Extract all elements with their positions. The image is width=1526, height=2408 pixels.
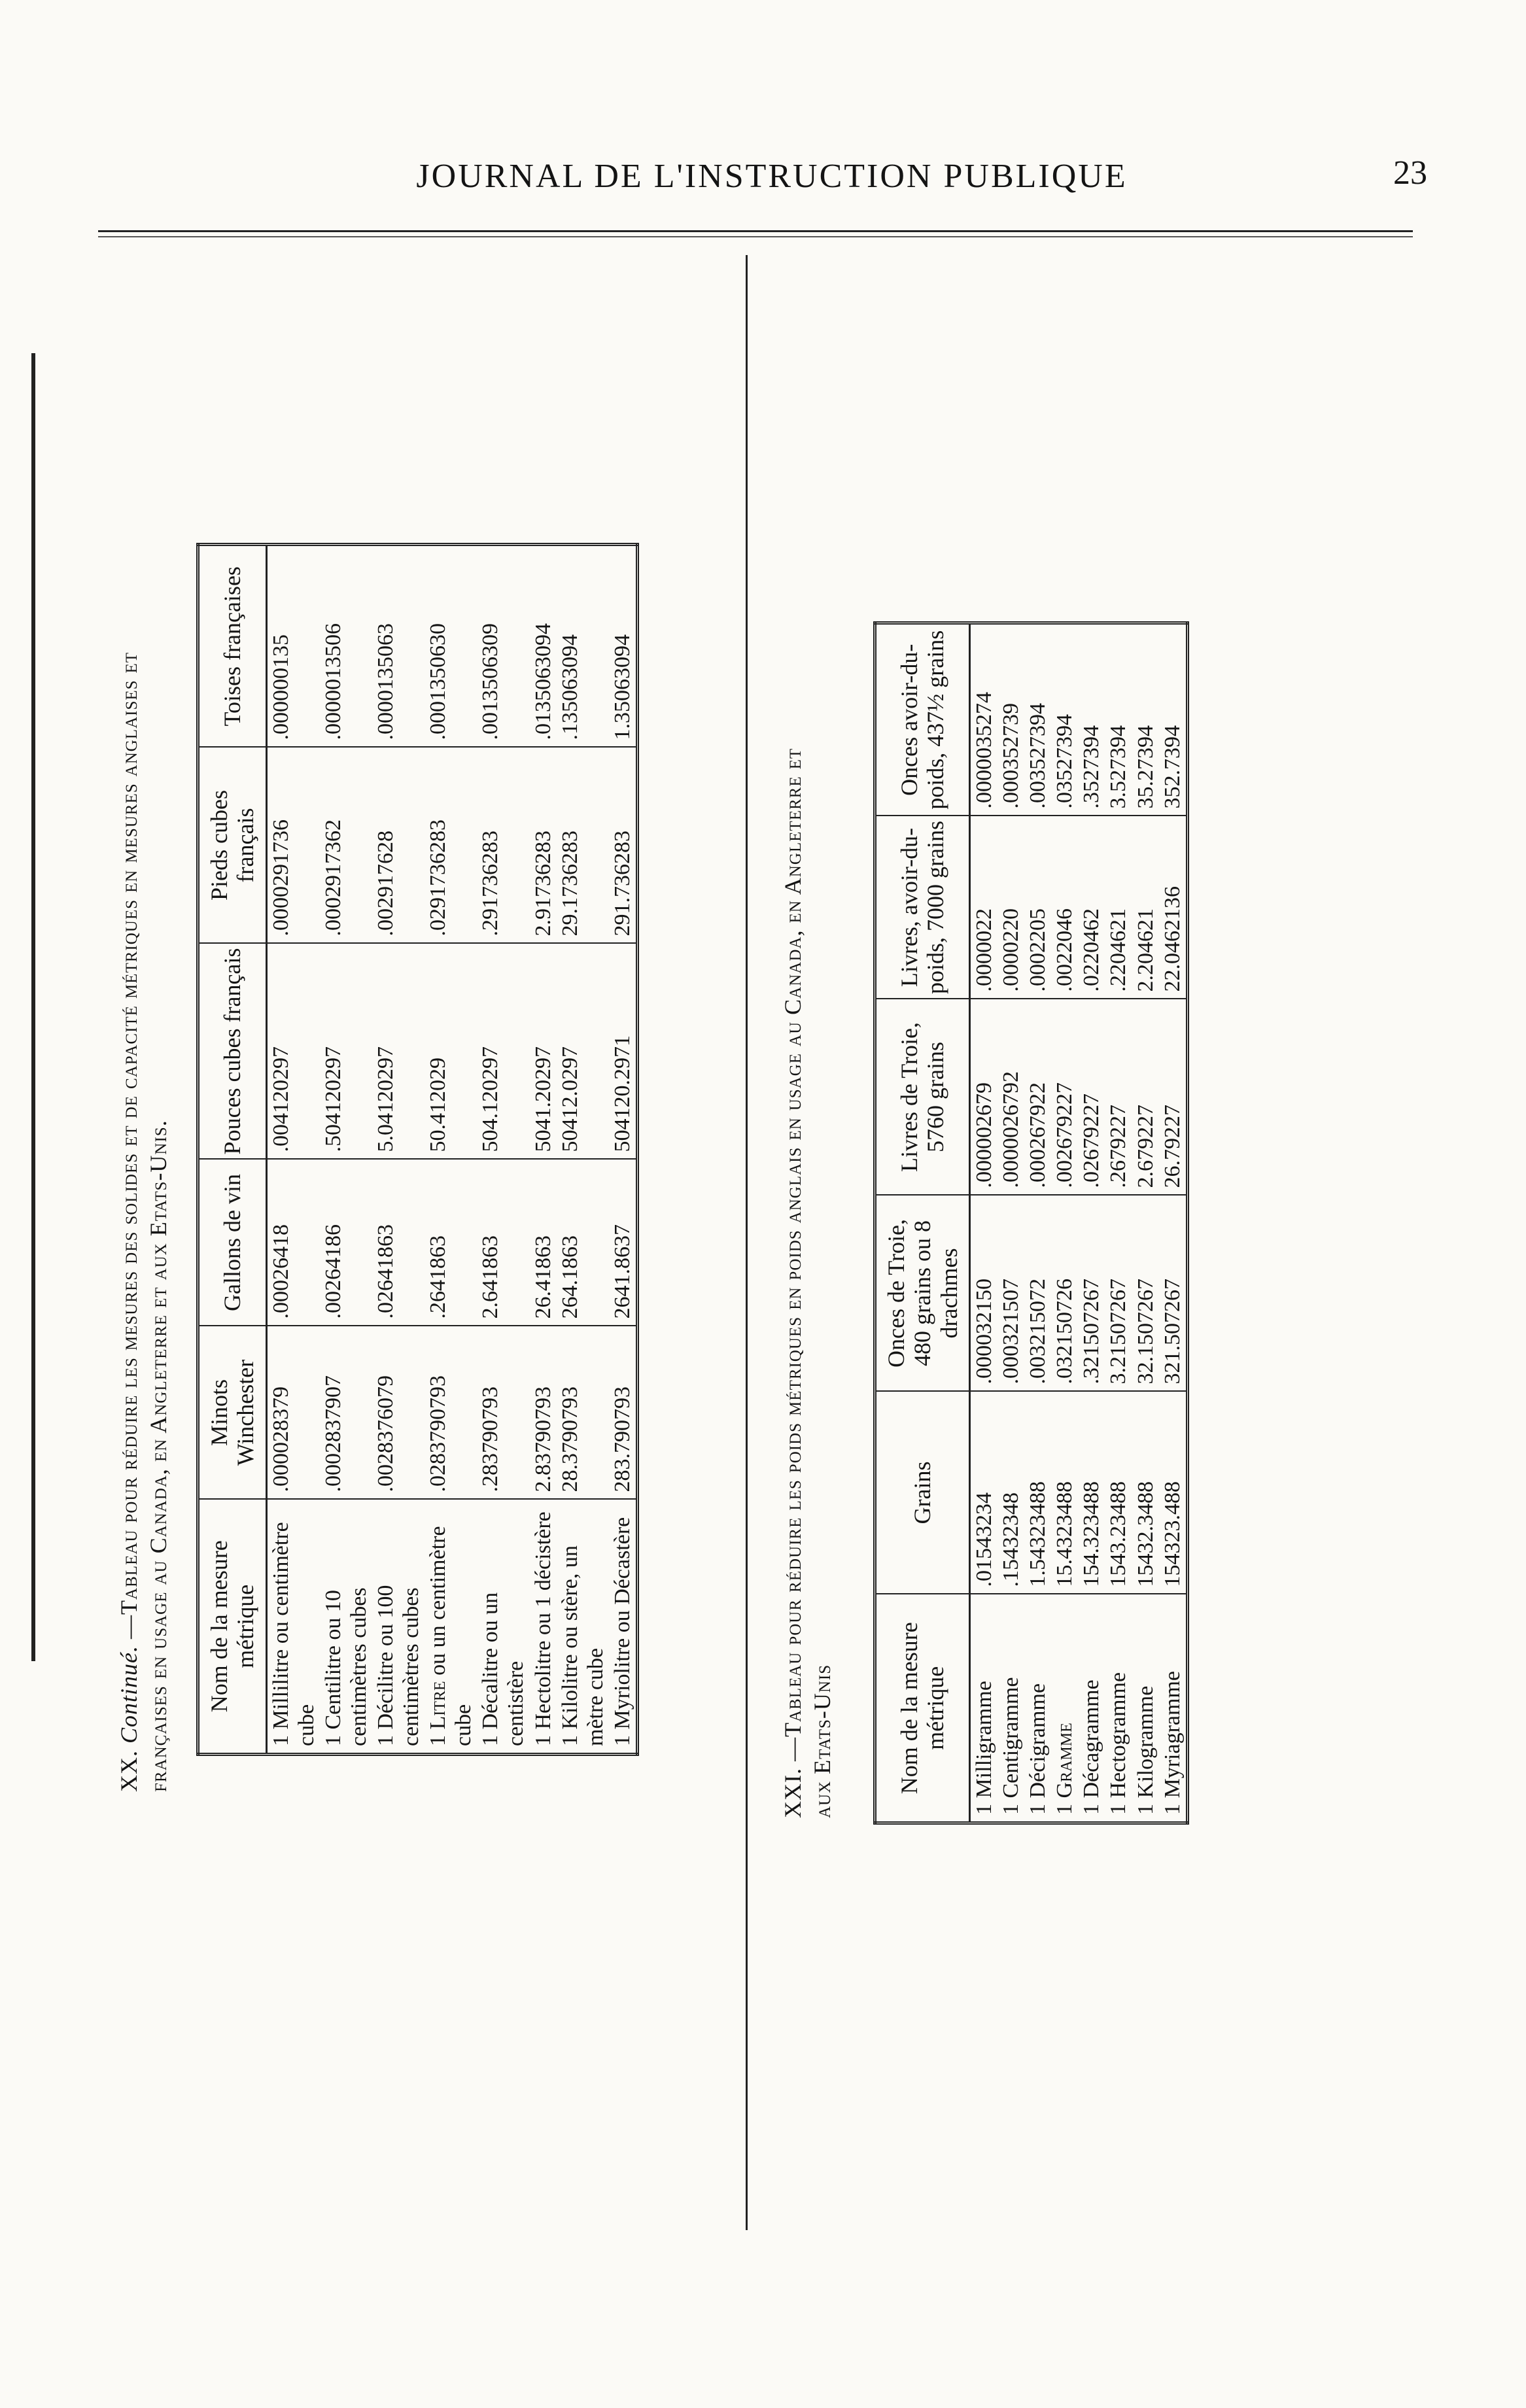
measure-name: 1 Myriolitre ou Décastère — [609, 1500, 638, 1755]
value-cell: 321.507267 — [1159, 1195, 1188, 1392]
value-cell: 2.91736283 — [530, 748, 557, 944]
table-20-header: Toises françaises — [198, 545, 267, 748]
value-cell: .3527394 — [1078, 623, 1105, 816]
value-cell: 283.790793 — [609, 1326, 638, 1500]
value-cell: .135063094 — [557, 545, 609, 748]
value-cell: .2204621 — [1105, 816, 1132, 999]
running-title: JOURNAL DE L'INSTRUCTION PUBLIQUE — [416, 158, 1128, 195]
value-cell: .0022046 — [1051, 816, 1078, 999]
table-row — [477, 545, 529, 1755]
measure-name: 1 Décagramme — [1078, 1594, 1105, 1823]
value-cell: .0135063094 — [530, 545, 557, 748]
value-cell: .000321507 — [997, 1195, 1024, 1392]
value-cell: .032150726 — [1051, 1195, 1078, 1392]
table-row — [425, 545, 477, 1755]
value-cell: .0000220 — [997, 816, 1024, 999]
value-cell: 5.04120297 — [372, 944, 425, 1160]
value-cell: 504120.2971 — [609, 944, 638, 1160]
value-cell: .0000035274 — [969, 623, 997, 816]
table-21-caption — [778, 732, 837, 1818]
measure-name: 1 Kilogramme — [1132, 1594, 1159, 1823]
table-row — [320, 545, 372, 1755]
table-20-header: Pouces cubes français — [198, 944, 267, 1160]
measure-name: 1 Hectolitre ou 1 décistère — [530, 1500, 557, 1755]
value-cell: 2.204621 — [1132, 816, 1159, 999]
value-cell: 1.54323488 — [1024, 1392, 1051, 1594]
value-cell: 50412.0297 — [557, 944, 609, 1160]
value-cell: .0220462 — [1078, 816, 1105, 999]
table-row — [609, 545, 638, 1755]
value-cell: .2641863 — [425, 1160, 477, 1326]
value-cell: .0000135063 — [372, 545, 425, 748]
table-20-header: Nom de la mesure métrique — [198, 1500, 267, 1755]
measure-name: 1 Myriagramme — [1159, 1594, 1188, 1823]
measure-name-smallcaps: Gramme — [1052, 1723, 1077, 1798]
value-cell: .0283790793 — [425, 1326, 477, 1500]
value-cell: .0002837907 — [320, 1326, 372, 1500]
value-cell: .003527394 — [1024, 623, 1051, 816]
value-cell: .000267922 — [1024, 999, 1051, 1195]
value-cell: .2679227 — [1105, 999, 1132, 1195]
value-cell: .000028379 — [266, 1326, 320, 1500]
value-cell: 1543.23488 — [1105, 1392, 1132, 1594]
value-cell: .0013506309 — [477, 545, 529, 748]
value-cell: 5041.20297 — [530, 944, 557, 1160]
value-cell: .291736283 — [477, 748, 529, 944]
value-cell: 2.679227 — [1132, 999, 1159, 1195]
table-row — [1132, 623, 1159, 1823]
table-row — [997, 623, 1024, 1823]
value-cell: 32.1507267 — [1132, 1195, 1159, 1392]
header-rule — [98, 230, 1413, 237]
value-cell: .0000022 — [969, 816, 997, 999]
table-21-header: Grains — [875, 1392, 970, 1594]
value-cell: .0000026792 — [997, 999, 1024, 1195]
value-cell: .000000135 — [266, 545, 320, 748]
table-20-title: —Tableau pour réduire les mesures des solides et de capacité métriques en mesures anglaises et françaises en usage au Canada, en Angleterre et aux Etats-Unis. — [116, 651, 171, 1792]
table-21-number: XXI. — [780, 1768, 806, 1818]
measure-name: 1 Millilitre ou centimètre cube — [266, 1500, 320, 1755]
value-cell: 22.0462136 — [1159, 816, 1188, 999]
measure-name: 1 Milligramme — [969, 1594, 997, 1823]
page-number: 23 — [1393, 154, 1427, 192]
value-cell: .00026418 — [266, 1160, 320, 1326]
table-21-header-row — [875, 623, 970, 1823]
value-cell: 35.27394 — [1132, 623, 1159, 816]
measure-name-lead: 1 — [1052, 1798, 1077, 1815]
value-cell: .000032150 — [969, 1195, 997, 1392]
table-row — [1105, 623, 1132, 1823]
table-20-number: XX. — [116, 1750, 142, 1792]
value-cell: .002679227 — [1051, 999, 1078, 1195]
table-row — [1051, 623, 1078, 1823]
table-row — [266, 545, 320, 1755]
value-cell: .283790793 — [477, 1326, 529, 1500]
value-cell: .00264186 — [320, 1160, 372, 1326]
value-cell: 28.3790793 — [557, 1326, 609, 1500]
measure-name — [425, 1500, 477, 1755]
measure-name: 1 Décigramme — [1024, 1594, 1051, 1823]
measure-name-lead: 1 — [426, 1729, 451, 1746]
table-row — [1159, 623, 1188, 1823]
value-cell: .01543234 — [969, 1392, 997, 1594]
table-21-header: Onces avoir-du-poids, 437½ grains — [875, 623, 970, 816]
table-row — [557, 545, 609, 1755]
table-21-header: Livres, avoir-du-poids, 7000 grains — [875, 816, 970, 999]
value-cell: 154.323488 — [1078, 1392, 1105, 1594]
value-cell: .000352739 — [997, 623, 1024, 816]
table-20 — [196, 543, 639, 1756]
value-cell: 3.527394 — [1105, 623, 1132, 816]
table-20-header-row — [198, 545, 267, 1755]
table-21-header: Livres de Troie, 5760 grains — [875, 999, 970, 1195]
value-cell: 15.4323488 — [1051, 1392, 1078, 1594]
value-cell: .000002679 — [969, 999, 997, 1195]
measure-name: 1 Centigramme — [997, 1594, 1024, 1823]
table-21-header: Onces de Troie, 480 grains ou 8 drachmes — [875, 1195, 970, 1392]
value-cell: .0002917362 — [320, 748, 372, 944]
value-cell: 3.21507267 — [1105, 1195, 1132, 1392]
value-cell: .15432348 — [997, 1392, 1024, 1594]
value-cell: 291.736283 — [609, 748, 638, 944]
value-cell: 352.7394 — [1159, 623, 1188, 816]
value-cell: .003215072 — [1024, 1195, 1051, 1392]
value-cell: .002917628 — [372, 748, 425, 944]
measure-name: 1 Hectogramme — [1105, 1594, 1132, 1823]
value-cell: 264.1863 — [557, 1160, 609, 1326]
value-cell: 29.1736283 — [557, 748, 609, 944]
value-cell: 15432.3488 — [1132, 1392, 1159, 1594]
table-row — [1024, 623, 1051, 1823]
measure-name-smallcaps: Litre — [426, 1681, 451, 1730]
value-cell: .004120297 — [266, 944, 320, 1160]
column-divider — [746, 255, 748, 2230]
measure-name-tail: ou un centimètre cube — [426, 1526, 476, 1746]
measure-name: 1 Kilolitre ou stère, un mètre cube — [557, 1500, 609, 1755]
value-cell: .504120297 — [320, 944, 372, 1160]
table-20-header: Gallons de vin — [198, 1160, 267, 1326]
measure-name: 1 Centilitre ou 10 centimètres cubes — [320, 1500, 372, 1755]
value-cell: 50.412029 — [425, 944, 477, 1160]
value-cell: .0028376079 — [372, 1326, 425, 1500]
value-cell: .0001350630 — [425, 545, 477, 748]
value-cell: .0000013506 — [320, 545, 372, 748]
measure-name: 1 Décilitre ou 100 centimètres cubes — [372, 1500, 425, 1755]
measure-name: 1 Décalitre ou un centistère — [477, 1500, 529, 1755]
table-row — [372, 545, 425, 1755]
value-cell: 504.120297 — [477, 944, 529, 1160]
value-cell: 2.83790793 — [530, 1326, 557, 1500]
value-cell: .0000291736 — [266, 748, 320, 944]
table-21-title: —Tableau pour réduire les poids métriques en poids anglais en usage au Canada, en Angleterre et aux Etats-Unis — [780, 748, 835, 1818]
table-21-header: Nom de la mesure métrique — [875, 1594, 970, 1823]
table-21 — [873, 621, 1189, 1825]
value-cell: .0291736283 — [425, 748, 477, 944]
value-cell: .0002205 — [1024, 816, 1051, 999]
table-20-caption — [114, 589, 173, 1792]
measure-name — [1051, 1594, 1078, 1823]
table-row — [969, 623, 997, 1823]
value-cell: 26.41863 — [530, 1160, 557, 1326]
table-20-header: Minots Winchester — [198, 1326, 267, 1500]
value-cell: 154323.488 — [1159, 1392, 1188, 1594]
value-cell: .321507267 — [1078, 1195, 1105, 1392]
value-cell: .02641863 — [372, 1160, 425, 1326]
value-cell: .03527394 — [1051, 623, 1078, 816]
value-cell: .02679227 — [1078, 999, 1105, 1195]
table-20-header: Pieds cubes français — [198, 748, 267, 944]
value-cell: 2641.8637 — [609, 1160, 638, 1326]
value-cell: 2.641863 — [477, 1160, 529, 1326]
table-row — [530, 545, 557, 1755]
value-cell: 26.79227 — [1159, 999, 1188, 1195]
value-cell: 1.35063094 — [609, 545, 638, 748]
table-20-continued: Continué. — [116, 1645, 142, 1744]
table-row — [1078, 623, 1105, 1823]
binding-edge — [31, 353, 35, 1661]
